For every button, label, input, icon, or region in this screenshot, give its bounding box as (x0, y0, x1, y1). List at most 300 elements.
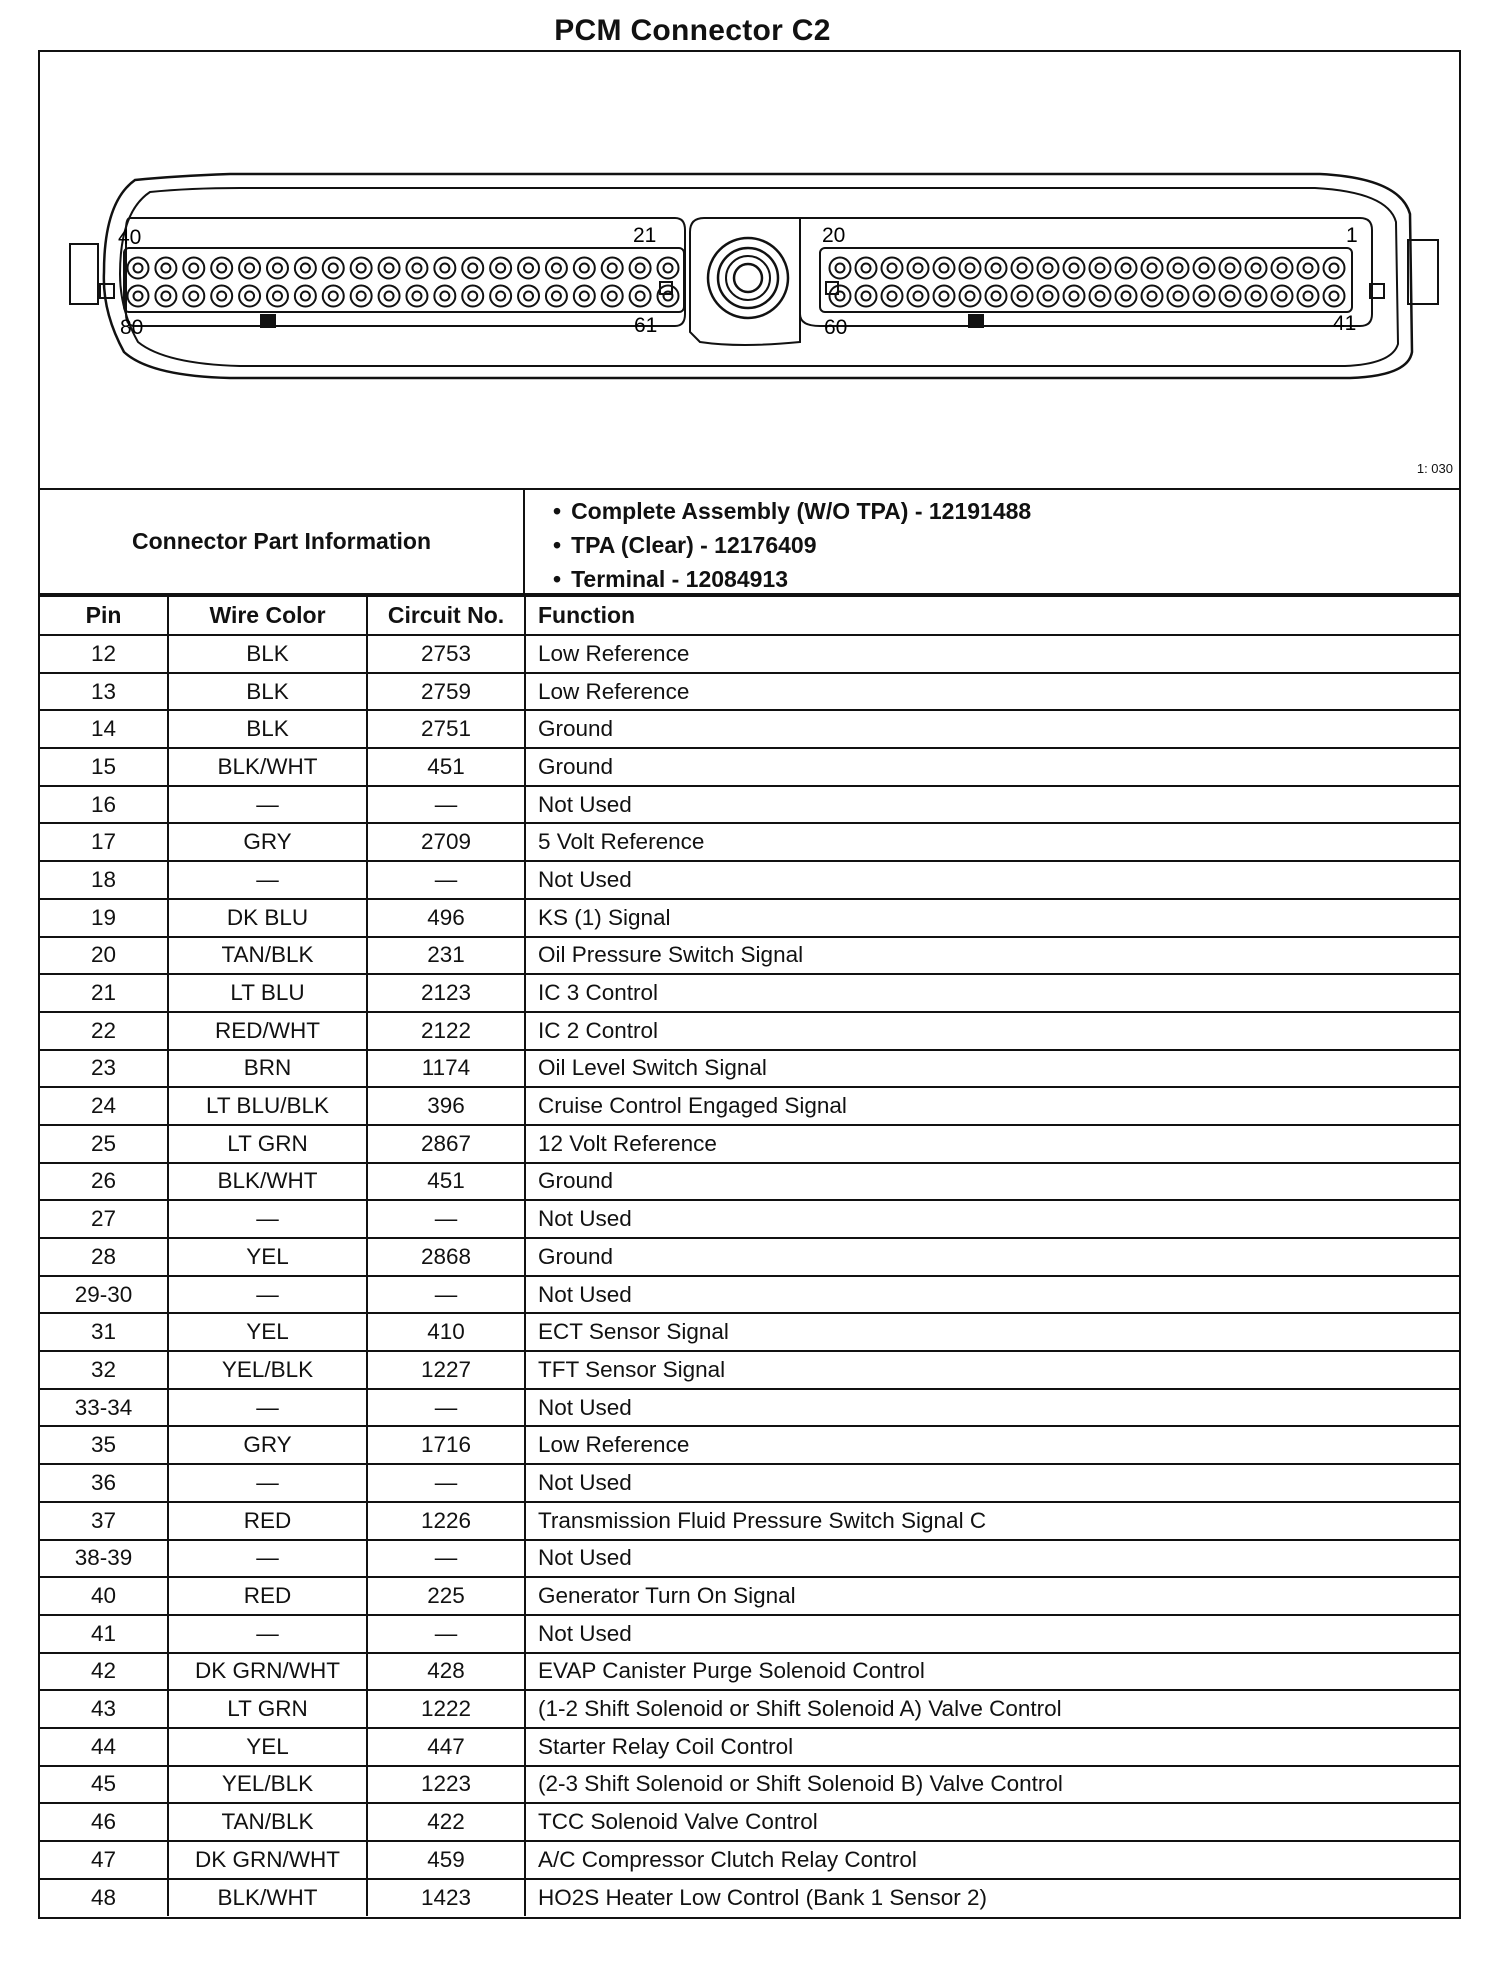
function-cell: KS (1) Signal (525, 899, 1459, 937)
pin-socket-core (1200, 292, 1209, 301)
pin-socket-core (914, 292, 923, 301)
pin-socket (986, 258, 1007, 279)
wire-color-cell: DK GRN/WHT (168, 1841, 367, 1879)
table-row (40, 1615, 1459, 1653)
function-cell: Low Reference (525, 673, 1459, 711)
function-cell: 12 Volt Reference (525, 1125, 1459, 1163)
column-header-pin: Pin (40, 596, 168, 635)
pin-socket-core (329, 292, 338, 301)
circuit-no-cell: — (367, 1276, 525, 1314)
wire-color-cell: YEL (168, 1238, 367, 1276)
pin-cell: 23 (40, 1050, 168, 1088)
wire-color-cell: GRY (168, 823, 367, 861)
pin-socket-core (1096, 264, 1105, 273)
pin-cell: 47 (40, 1841, 168, 1879)
function-cell: ECT Sensor Signal (525, 1313, 1459, 1351)
pin-socket (1220, 258, 1241, 279)
table-row (40, 1276, 1459, 1314)
wire-color-cell: DK GRN/WHT (168, 1653, 367, 1691)
pin-socket (630, 286, 651, 307)
wire-color-cell: BLK (168, 710, 367, 748)
pin-socket (546, 286, 567, 307)
pin-socket-core (245, 292, 254, 301)
function-cell: (2-3 Shift Solenoid or Shift Solenoid B) Valve Control (525, 1766, 1459, 1804)
table-row (40, 1841, 1459, 1879)
pin-socket (379, 258, 400, 279)
circuit-no-cell: 447 (367, 1728, 525, 1766)
pin-cell: 18 (40, 861, 168, 899)
pin-socket-core (1044, 292, 1053, 301)
pin-socket (856, 258, 877, 279)
circuit-no-cell: — (367, 1389, 525, 1427)
pin-socket (1324, 286, 1345, 307)
pin-socket (1038, 258, 1059, 279)
wire-color-cell: BRN (168, 1050, 367, 1088)
pin-table (40, 595, 1459, 1916)
pin-socket (351, 258, 372, 279)
circuit-no-cell: 428 (367, 1653, 525, 1691)
circuit-no-cell: — (367, 1615, 525, 1653)
table-row (40, 1803, 1459, 1841)
pin-cell: 27 (40, 1200, 168, 1238)
left-pin-block-outline (126, 218, 685, 326)
function-cell: (1-2 Shift Solenoid or Shift Solenoid A) Valve Control (525, 1690, 1459, 1728)
table-row (40, 861, 1459, 899)
pin-socket (211, 258, 232, 279)
function-cell: Not Used (525, 786, 1459, 824)
circuit-no-cell: 2123 (367, 974, 525, 1012)
function-cell: Not Used (525, 1200, 1459, 1238)
pin-socket-core (580, 292, 589, 301)
pin-socket-core (496, 292, 505, 301)
function-cell: 5 Volt Reference (525, 823, 1459, 861)
pin-cell: 25 (40, 1125, 168, 1163)
pin-cell: 12 (40, 635, 168, 673)
function-cell: HO2S Heater Low Control (Bank 1 Sensor 2) (525, 1879, 1459, 1917)
pin-socket-core (1278, 292, 1287, 301)
connector-sheet (38, 50, 1461, 1919)
pin-socket-core (385, 264, 394, 273)
pin-table-body (40, 635, 1459, 1916)
wire-color-cell: LT BLU/BLK (168, 1087, 367, 1125)
pin-socket-core (608, 292, 617, 301)
pin-socket-core (1122, 292, 1131, 301)
pin-label-1: 1 (1346, 224, 1358, 247)
pin-socket (1116, 258, 1137, 279)
circuit-no-cell: 231 (367, 937, 525, 975)
pin-socket (1168, 286, 1189, 307)
pin-socket (830, 286, 851, 307)
pin-socket-core (1070, 264, 1079, 273)
wire-color-cell: YEL/BLK (168, 1351, 367, 1389)
pin-socket (183, 286, 204, 307)
wire-color-cell: BLK/WHT (168, 748, 367, 786)
center-bolt-core (734, 264, 762, 292)
pin-socket (1090, 286, 1111, 307)
pin-label-21: 21 (633, 224, 657, 247)
table-row (40, 1728, 1459, 1766)
pin-socket-core (412, 292, 421, 301)
function-cell: Not Used (525, 1389, 1459, 1427)
pin-cell: 32 (40, 1351, 168, 1389)
table-row (40, 1464, 1459, 1502)
circuit-no-cell: 225 (367, 1577, 525, 1615)
wire-color-cell: — (168, 1540, 367, 1578)
wire-color-cell: TAN/BLK (168, 937, 367, 975)
right-polarity-mark (968, 314, 984, 328)
pin-cell: 24 (40, 1087, 168, 1125)
table-row (40, 748, 1459, 786)
pin-cell: 20 (40, 937, 168, 975)
pin-socket (986, 286, 1007, 307)
function-cell: EVAP Canister Purge Solenoid Control (525, 1653, 1459, 1691)
function-cell: Transmission Fluid Pressure Switch Signal C (525, 1502, 1459, 1540)
table-row (40, 1577, 1459, 1615)
pin-socket-core (552, 264, 561, 273)
pin-socket-core (357, 292, 366, 301)
circuit-no-cell: 1222 (367, 1690, 525, 1728)
pin-socket-core (1252, 292, 1261, 301)
pin-socket-core (836, 264, 845, 273)
pin-socket-core (440, 292, 449, 301)
left-pins-bottom (128, 286, 679, 307)
pin-socket (1220, 286, 1241, 307)
pin-socket-core (1096, 292, 1105, 301)
pin-socket (434, 286, 455, 307)
table-row (40, 937, 1459, 975)
pin-socket-core (940, 264, 949, 273)
pin-cell: 14 (40, 710, 168, 748)
part-info-item: • Complete Assembly (W/O TPA) - 12191488 (553, 494, 1031, 528)
pin-socket-core (664, 292, 673, 301)
pin-socket (1090, 258, 1111, 279)
function-cell: Not Used (525, 1276, 1459, 1314)
circuit-no-cell: 2751 (367, 710, 525, 748)
left-pin-frame (124, 248, 684, 312)
pin-socket-core (1044, 264, 1053, 273)
function-cell: Cruise Control Engaged Signal (525, 1087, 1459, 1125)
pin-socket (960, 258, 981, 279)
pin-socket-core (1330, 264, 1339, 273)
pin-socket-core (914, 264, 923, 273)
pin-socket (323, 258, 344, 279)
pin-socket-core (189, 264, 198, 273)
table-row (40, 1351, 1459, 1389)
column-header-wire-color: Wire Color (168, 596, 367, 635)
circuit-no-cell: 451 (367, 1163, 525, 1201)
pin-socket (1194, 286, 1215, 307)
pin-socket-core (636, 264, 645, 273)
table-row (40, 710, 1459, 748)
pin-socket-core (636, 292, 645, 301)
pin-socket-core (580, 264, 589, 273)
pin-socket (295, 286, 316, 307)
pin-socket-core (329, 264, 338, 273)
pin-socket (267, 258, 288, 279)
pin-cell: 43 (40, 1690, 168, 1728)
pin-label-80: 80 (120, 316, 144, 339)
column-header-function: Function (525, 596, 1459, 635)
pin-socket (1298, 286, 1319, 307)
pin-socket-core (1174, 292, 1183, 301)
pin-cell: 26 (40, 1163, 168, 1201)
pin-socket (490, 286, 511, 307)
connector-diagram (40, 52, 1459, 490)
pin-socket (295, 258, 316, 279)
function-cell: Ground (525, 710, 1459, 748)
pin-socket-core (1200, 264, 1209, 273)
pin-cell: 22 (40, 1012, 168, 1050)
pin-socket-core (1148, 264, 1157, 273)
circuit-no-cell: — (367, 861, 525, 899)
table-row (40, 1690, 1459, 1728)
pin-socket-core (608, 264, 617, 273)
function-cell: Oil Pressure Switch Signal (525, 937, 1459, 975)
circuit-no-cell: 410 (367, 1313, 525, 1351)
pin-socket-core (888, 292, 897, 301)
circuit-no-cell: 451 (367, 748, 525, 786)
pin-socket (462, 286, 483, 307)
wire-color-cell: BLK (168, 635, 367, 673)
pin-socket-core (664, 264, 673, 273)
pin-cell: 19 (40, 899, 168, 937)
pin-cell: 42 (40, 1653, 168, 1691)
pin-socket (518, 286, 539, 307)
table-row (40, 1125, 1459, 1163)
pin-socket (462, 258, 483, 279)
pin-label-60: 60 (824, 316, 848, 339)
wire-color-cell: RED (168, 1502, 367, 1540)
table-row (40, 635, 1459, 673)
pin-cell: 31 (40, 1313, 168, 1351)
pin-socket-core (1304, 264, 1313, 273)
pin-socket (518, 258, 539, 279)
wire-color-cell: RED/WHT (168, 1012, 367, 1050)
pin-socket (1246, 286, 1267, 307)
table-row (40, 1313, 1459, 1351)
function-cell: Ground (525, 1163, 1459, 1201)
pin-socket (239, 258, 260, 279)
pin-label-40: 40 (118, 226, 142, 249)
pin-socket-core (189, 292, 198, 301)
wire-color-cell: BLK/WHT (168, 1879, 367, 1917)
circuit-no-cell: — (367, 1464, 525, 1502)
right-pin-block-outline (800, 218, 1372, 326)
pin-cell: 45 (40, 1766, 168, 1804)
pin-cell: 13 (40, 673, 168, 711)
pin-socket (658, 258, 679, 279)
pin-socket-core (357, 264, 366, 273)
pin-socket-core (468, 292, 477, 301)
pin-socket-core (468, 264, 477, 273)
center-bolt-outer (708, 238, 788, 318)
pin-socket (183, 258, 204, 279)
table-row (40, 1238, 1459, 1276)
pin-socket (574, 286, 595, 307)
table-header-row (40, 596, 1459, 635)
pin-socket (602, 258, 623, 279)
pin-socket-core (992, 264, 1001, 273)
pin-socket (574, 258, 595, 279)
table-row (40, 1426, 1459, 1464)
circuit-no-cell: 1174 (367, 1050, 525, 1088)
function-cell: IC 2 Control (525, 1012, 1459, 1050)
pin-socket-core (301, 264, 310, 273)
pin-cell: 28 (40, 1238, 168, 1276)
table-row (40, 1502, 1459, 1540)
pin-socket-core (524, 264, 533, 273)
pin-socket-core (1278, 264, 1287, 273)
pin-cell: 48 (40, 1879, 168, 1917)
circuit-no-cell: 1226 (367, 1502, 525, 1540)
function-cell: Low Reference (525, 1426, 1459, 1464)
pin-socket (239, 286, 260, 307)
pin-cell: 40 (40, 1577, 168, 1615)
pin-socket (1012, 258, 1033, 279)
pin-socket-core (524, 292, 533, 301)
pin-socket-core (836, 292, 845, 301)
pin-cell: 46 (40, 1803, 168, 1841)
part-info-item: • TPA (Clear) - 12176409 (553, 528, 1031, 562)
pin-socket (490, 258, 511, 279)
pin-socket-core (1070, 292, 1079, 301)
table-row (40, 823, 1459, 861)
wire-color-cell: BLK/WHT (168, 1163, 367, 1201)
right-latch (1408, 240, 1438, 304)
function-cell: Not Used (525, 861, 1459, 899)
pin-cell: 29-30 (40, 1276, 168, 1314)
connector-drawing (40, 52, 1460, 488)
pin-socket-core (1018, 264, 1027, 273)
function-cell: Oil Level Switch Signal (525, 1050, 1459, 1088)
column-header-circuit-no: Circuit No. (367, 596, 525, 635)
pin-socket (1324, 258, 1345, 279)
pin-socket (128, 258, 149, 279)
table-row (40, 673, 1459, 711)
circuit-no-cell: 2867 (367, 1125, 525, 1163)
pin-socket-core (273, 292, 282, 301)
page-title: PCM Connector C2 (554, 14, 831, 47)
pin-cell: 33-34 (40, 1389, 168, 1427)
function-cell: Not Used (525, 1540, 1459, 1578)
pin-socket (1064, 258, 1085, 279)
table-row (40, 1540, 1459, 1578)
pin-socket-core (273, 264, 282, 273)
function-cell: Ground (525, 748, 1459, 786)
circuit-no-cell: 1716 (367, 1426, 525, 1464)
scale-label: 1: 030 (1416, 461, 1453, 476)
pin-socket-core (966, 292, 975, 301)
pin-socket-core (862, 264, 871, 273)
circuit-no-cell: 1227 (367, 1351, 525, 1389)
pin-socket-core (1304, 292, 1313, 301)
circuit-no-cell: 2709 (367, 823, 525, 861)
function-cell: Not Used (525, 1464, 1459, 1502)
table-row (40, 1653, 1459, 1691)
pin-socket (267, 286, 288, 307)
table-row (40, 899, 1459, 937)
wire-color-cell: — (168, 1464, 367, 1502)
pin-socket (1142, 258, 1163, 279)
pin-socket-core (134, 292, 143, 301)
pin-socket (379, 286, 400, 307)
table-row (40, 1050, 1459, 1088)
wire-color-cell: LT GRN (168, 1690, 367, 1728)
pin-socket-core (1252, 264, 1261, 273)
pin-socket (1038, 286, 1059, 307)
circuit-no-cell: 1423 (367, 1879, 525, 1917)
pin-label-61: 61 (634, 314, 658, 337)
pin-cell: 35 (40, 1426, 168, 1464)
pin-socket-core (1330, 292, 1339, 301)
pin-socket (434, 258, 455, 279)
pin-socket (658, 286, 679, 307)
wire-color-cell: — (168, 1200, 367, 1238)
pin-socket (323, 286, 344, 307)
wire-color-cell: GRY (168, 1426, 367, 1464)
pin-label-20: 20 (822, 224, 846, 247)
pin-socket (155, 258, 176, 279)
pin-socket (1298, 258, 1319, 279)
pin-socket (856, 286, 877, 307)
wire-color-cell: — (168, 1276, 367, 1314)
left-latch (70, 244, 98, 304)
part-info-list (553, 494, 1031, 596)
wire-color-cell: BLK (168, 673, 367, 711)
pin-cell: 37 (40, 1502, 168, 1540)
function-cell: TFT Sensor Signal (525, 1351, 1459, 1389)
pin-socket (830, 258, 851, 279)
table-row (40, 1766, 1459, 1804)
pin-socket-core (888, 264, 897, 273)
table-row (40, 1200, 1459, 1238)
left-key-tab (100, 284, 114, 298)
right-pins-bottom (830, 286, 1345, 307)
wire-color-cell: YEL/BLK (168, 1766, 367, 1804)
pin-socket (882, 286, 903, 307)
pin-socket-core (966, 264, 975, 273)
circuit-no-cell: 2122 (367, 1012, 525, 1050)
pin-socket (934, 286, 955, 307)
pin-socket (1272, 258, 1293, 279)
pin-socket-core (1174, 264, 1183, 273)
table-row (40, 1389, 1459, 1427)
pin-label-41: 41 (1333, 312, 1357, 335)
wire-color-cell: YEL (168, 1313, 367, 1351)
function-cell: IC 3 Control (525, 974, 1459, 1012)
pin-cell: 38-39 (40, 1540, 168, 1578)
pin-socket-core (1226, 264, 1235, 273)
part-info-label: Connector Part Information (40, 490, 525, 593)
circuit-no-cell: 1223 (367, 1766, 525, 1804)
right-pins-top (830, 258, 1345, 279)
pin-socket-core (217, 292, 226, 301)
pin-socket-core (134, 264, 143, 273)
function-cell: Starter Relay Coil Control (525, 1728, 1459, 1766)
circuit-no-cell: — (367, 1540, 525, 1578)
table-row (40, 1163, 1459, 1201)
pin-socket-core (301, 292, 310, 301)
pin-socket-core (161, 264, 170, 273)
wire-color-cell: RED (168, 1577, 367, 1615)
pin-socket-core (161, 292, 170, 301)
pin-cell: 21 (40, 974, 168, 1012)
pin-socket (128, 286, 149, 307)
pin-socket-core (1226, 292, 1235, 301)
table-row (40, 974, 1459, 1012)
pin-socket-core (1148, 292, 1157, 301)
pin-cell: 36 (40, 1464, 168, 1502)
